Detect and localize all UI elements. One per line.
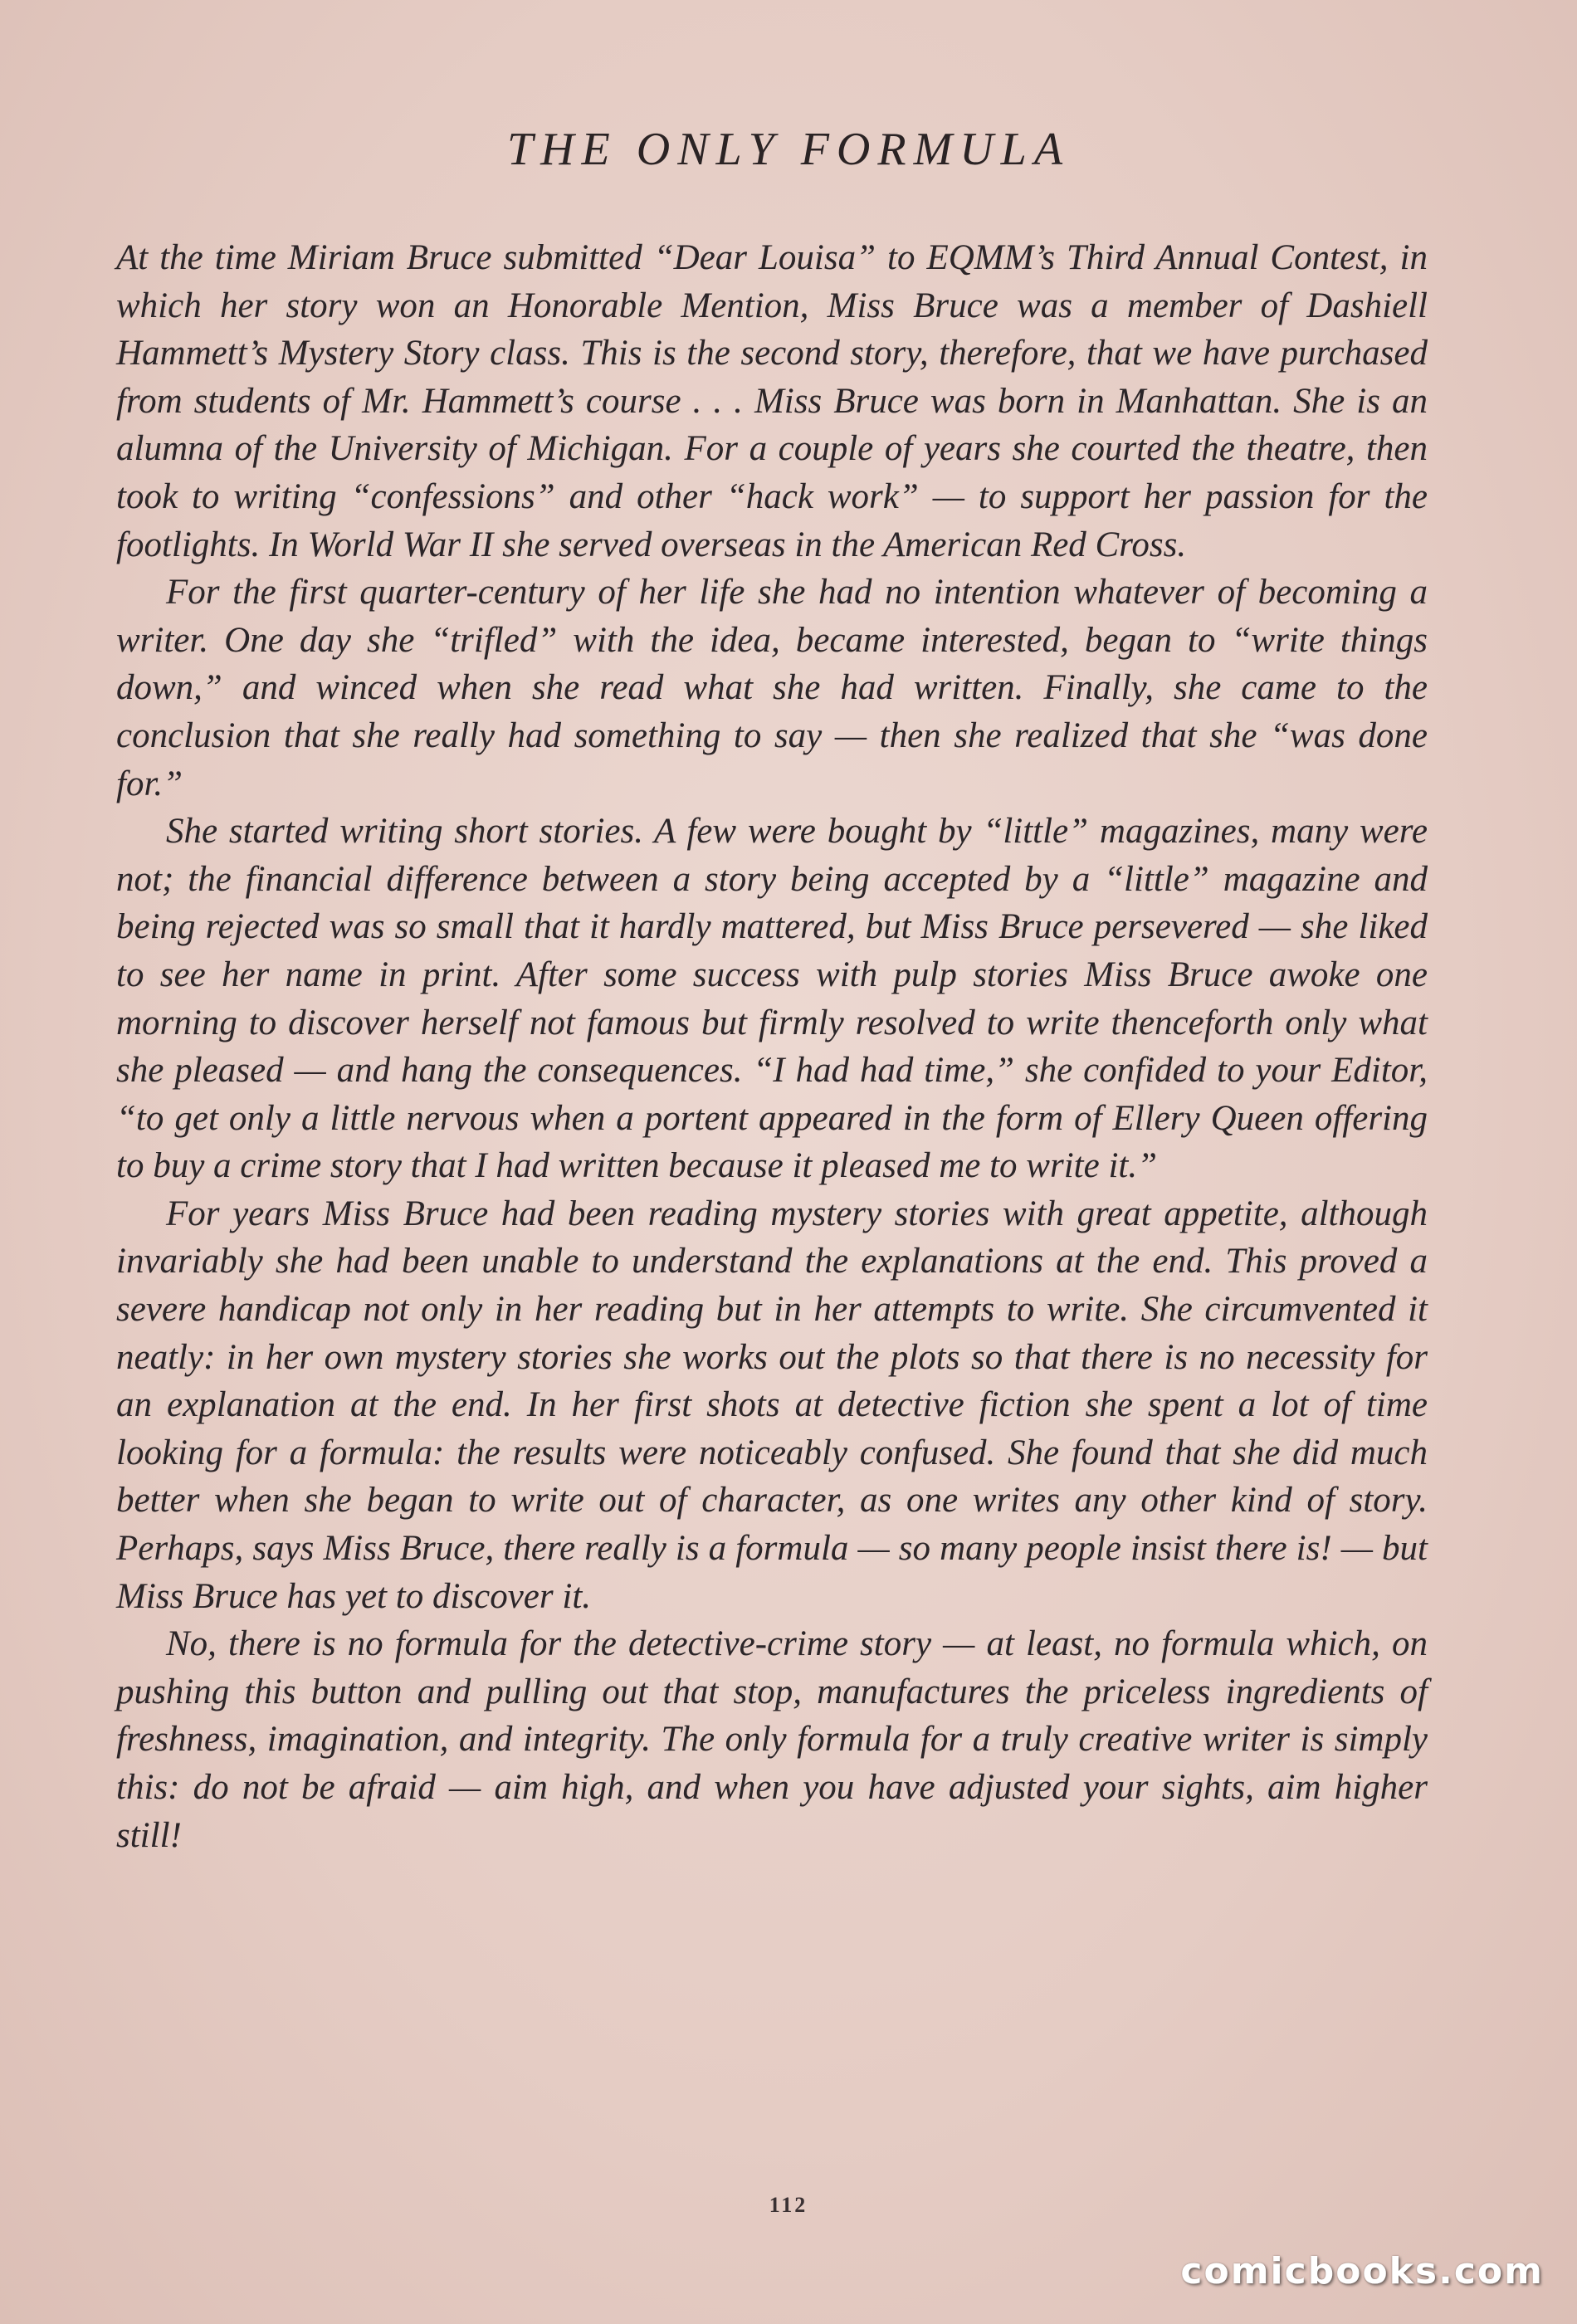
watermark-text: comicbooks.com [1180, 2250, 1544, 2292]
page-title: THE ONLY FORMULA [506, 124, 1071, 175]
paragraph-5: No, there is no formula for the detective-crime story — at least, no formula which, on pushing this button and pulling out that stop, manufactures the priceless ingredients of freshness, imagination, and integrity. The only formula for a truly creative writer is simply this: do not be afraid — aim high, and when you have adjusted your sights, aim higher still! [116, 1624, 1428, 1855]
article-body [116, 234, 1428, 1859]
paragraph-2: For the first quarter-century of her life she had no intention whatever of becoming a writer. One day she “trifled” with the idea, became interested, began to “write things down,” and winced when she read what she had written. Finally, she came to the conclusion that she really had something to say — then she realized that she “was done for.” [116, 573, 1428, 803]
paragraph-1: At the time Miriam Bruce submitted “Dear Louisa” to EQMM’s Third Annual Contest, in which her story won an Honorable Mention, Miss Bruce was a member of Dashiell Hammett’s Mystery Story class. This is the second story, therefore, that we have purchased from students of Mr. Hammett’s course . . . Miss Bruce was born in Manhattan. She is an alumna of the University of Michigan. For a couple of years she courted the theatre, then took to writing “confessions” and other “hack work” — to support her passion for the footlights. In World War II she served overseas in the American Red Cross. [116, 238, 1428, 564]
paragraph-3: She started writing short stories. A few were bought by “little” magazines, many were not; the financial difference between a story being accepted by a “little” magazine and being rejected was so small that it hardly mattered, but Miss Bruce persevered — she liked to see her name in print. After some success with pulp stories Miss Bruce awoke one morning to discover herself not famous but firmly resolved to write thenceforth only what she pleased — and hang the consequences. “I had had time,” she confided to your Editor, “to get only a little nervous when a portent appeared in the form of Ellery Queen offering to buy a crime story that I had written because it pleased me to write it.” [116, 812, 1428, 1186]
page-number: 112 [769, 2193, 808, 2217]
paragraph-4: For years Miss Bruce had been reading mystery stories with great appetite, although invariably she had been unable to understand the explanations at the end. This proved a severe handicap not only in her reading but in her attempts to write. She circumvented it neatly: in her own mystery stories she works out the plots so that there is no necessity for an explanation at the end. In her first shots at detective fiction she spent a lot of time looking for a formula: the results were noticeably confused. She found that she did much better when she began to write out of character, as one writes any other kind of story. Perhaps, says Miss Bruce, there really is a formula — so many people insist there is! — but Miss Bruce has yet to discover it. [116, 1194, 1428, 1616]
